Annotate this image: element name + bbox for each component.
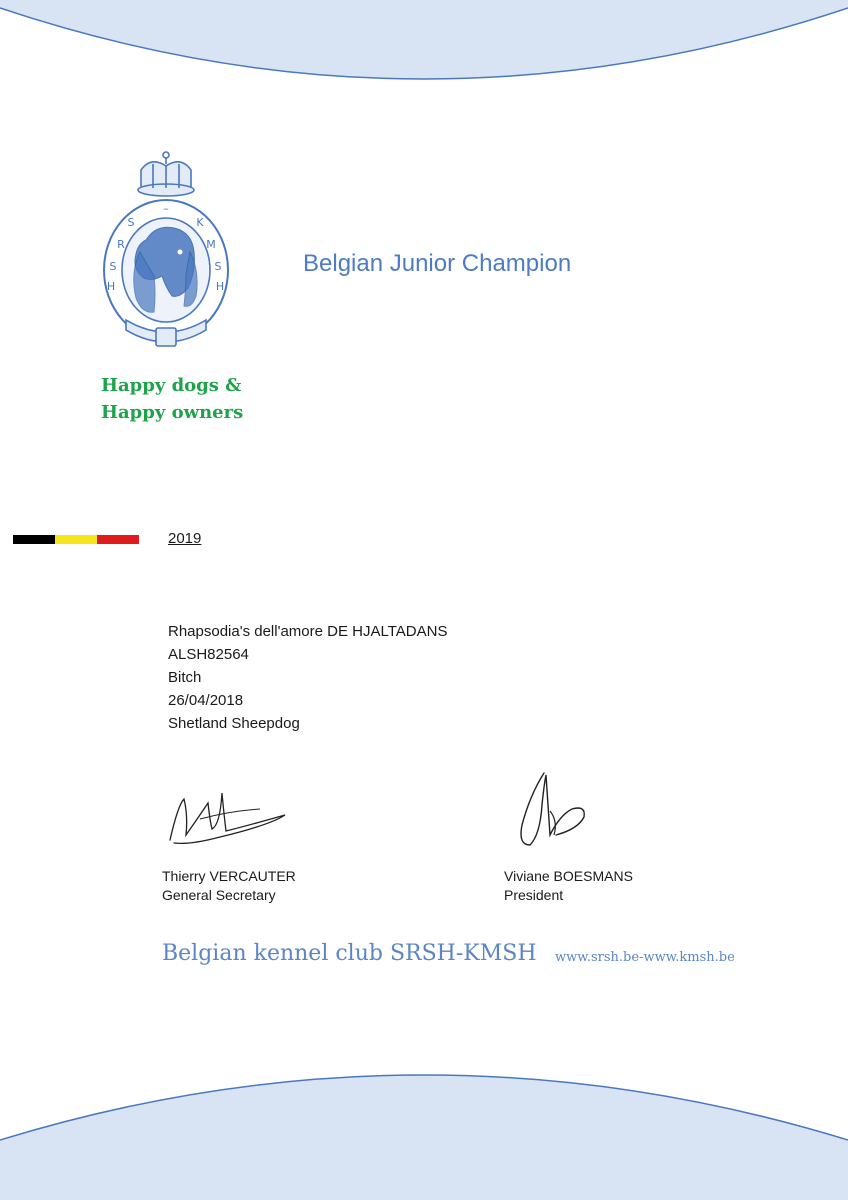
tagline-line-2: Happy owners [101,402,244,423]
dog-birth-date: 26/04/2018 [168,692,244,709]
flag-red-band [97,535,139,544]
svg-text:–: – [163,202,169,215]
top-decorative-arc [0,0,848,90]
belgian-flag-stripe [13,535,139,544]
dog-breed: Shetland Sheepdog [168,715,300,732]
dog-sex: Bitch [168,669,202,686]
club-crest-logo [96,148,236,358]
signatory-secretary [162,867,296,905]
flag-yellow-band [55,535,97,544]
club-tagline [101,372,301,426]
club-website: www.srsh.be-www.kmsh.be [555,950,735,965]
signatory-role: General Secretary [162,887,276,903]
svg-text:K: K [196,216,204,229]
svg-text:S: S [214,260,222,273]
dog-name: Rhapsodia's dell'amore DE HJALTADANS [168,623,448,640]
svg-text:H: H [106,280,116,293]
dog-registration: ALSH82564 [168,646,249,663]
flag-black-band [13,535,55,544]
svg-text:H: H [215,280,225,293]
club-name: Belgian kennel club SRSH-KMSH [162,941,537,966]
certificate-year: 2019 [168,530,202,547]
signatory-role: President [504,887,564,903]
signatory-name: Viviane BOESMANS [504,868,633,884]
president-signature [500,765,595,855]
svg-text:R: R [117,238,125,251]
bottom-decorative-arc [0,1050,848,1200]
signatory-president [504,867,633,905]
dog-details [168,620,447,735]
certificate-title: Belgian Junior Champion [303,250,572,277]
tagline-line-1: Happy dogs & [101,375,242,396]
signatory-name: Thierry VERCAUTER [162,868,296,884]
svg-text:M: M [206,238,216,251]
svg-text:S: S [109,260,117,273]
secretary-signature [160,785,295,850]
svg-text:S: S [127,216,135,229]
